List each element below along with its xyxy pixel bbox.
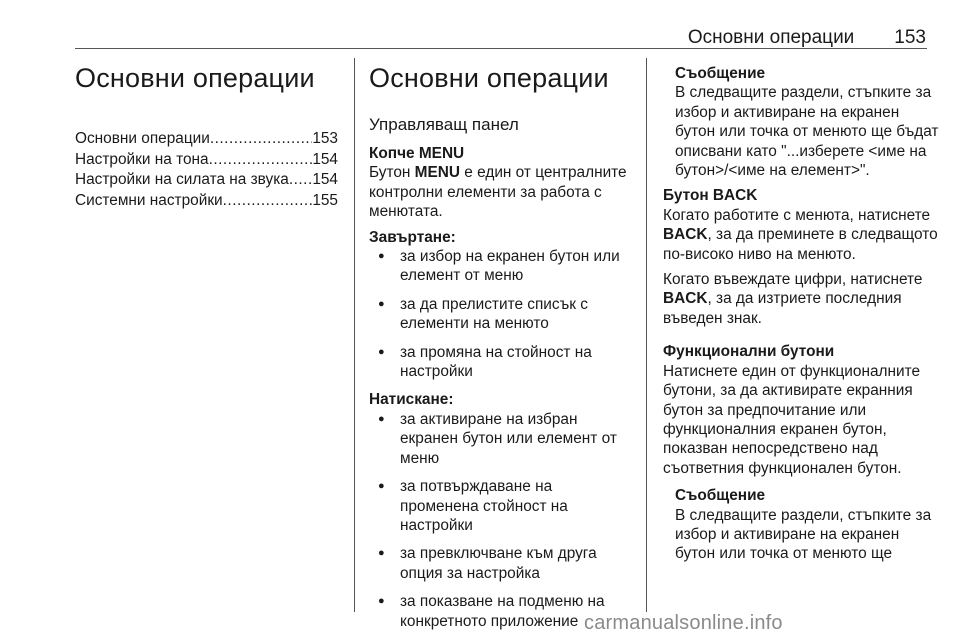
menu-knob-description xyxy=(369,163,635,221)
back-paragraph-1 xyxy=(663,206,939,264)
subsection-title: Управляващ панел xyxy=(369,115,519,134)
list-item: ● за избор на екранен бутон или елемент от меню xyxy=(369,247,635,286)
note-box-1 xyxy=(663,64,939,180)
toc-entry[interactable] xyxy=(75,150,338,171)
back-paragraph-2 xyxy=(663,270,939,328)
header-rule xyxy=(75,48,927,49)
menu-knob-heading: Копче MENU xyxy=(369,145,465,162)
toc-leader-dots xyxy=(289,170,312,191)
note-box-2 xyxy=(663,486,939,564)
toc-leader-dots xyxy=(210,129,312,150)
back-button-heading: Бутон BACK xyxy=(663,187,758,205)
toc-entry-text: Основни операции xyxy=(75,130,210,147)
function-buttons-heading: Функционални бутони xyxy=(663,343,835,361)
note-text: В следващите раздели, стъпките за избор и активиране на екранен бутон или точка от менюто ще xyxy=(675,506,932,563)
section-title: Основни операции xyxy=(369,63,609,93)
note-heading: Съобщение xyxy=(675,487,766,505)
column-toc xyxy=(75,60,338,211)
text-run: , за да преминете в следващото по-високо ниво на менюто. xyxy=(663,226,938,263)
running-header-title: Основни операции xyxy=(687,27,855,48)
turn-list xyxy=(369,247,635,381)
text-run: е един от централните контролни елементи за работа с менютата. xyxy=(369,164,627,221)
column-main xyxy=(369,60,635,640)
page-number: 153 xyxy=(894,27,926,48)
menu-key-label: MENU xyxy=(414,164,460,182)
toc-entry-page: 155 xyxy=(312,191,338,209)
running-header xyxy=(500,27,926,49)
list-item: ● за показване на подменю на конкретното приложение xyxy=(369,592,635,631)
toc-entry-text: Настройки на силата на звука xyxy=(75,171,289,188)
text-run: Бутон xyxy=(369,164,415,182)
note-heading: Съобщение xyxy=(675,65,766,82)
list-item: ● за превключване към друга опция за настройка xyxy=(369,544,635,583)
toc-entry-page: 154 xyxy=(312,150,338,168)
back-key-label: BACK xyxy=(663,290,708,308)
column-divider-2 xyxy=(646,58,647,612)
toc-leader-dots xyxy=(209,150,313,171)
text-run: Когато въвеждате цифри, натиснете xyxy=(663,271,923,289)
toc-entry-page: 153 xyxy=(312,130,338,147)
toc-entry[interactable] xyxy=(75,191,338,212)
toc-entry[interactable] xyxy=(75,129,338,150)
text-run: , за да изтриете последния въведен знак. xyxy=(663,290,902,327)
text-run: Когато работите с менюта, натиснете xyxy=(663,206,931,224)
press-label: Натискане: xyxy=(369,391,454,409)
table-of-contents xyxy=(75,129,338,211)
toc-entry[interactable] xyxy=(75,170,338,191)
back-key-label: BACK xyxy=(663,226,708,244)
column-side xyxy=(663,64,939,564)
list-item: ● за да прелистите списък с елементи на менюто xyxy=(369,295,635,334)
toc-entry-text: Системни настройки xyxy=(75,191,223,209)
column-divider-1 xyxy=(354,58,355,612)
list-item: ● за потвърждаване на променена стойност на настройки xyxy=(369,477,635,535)
chapter-title: Основни операции xyxy=(75,63,315,93)
list-item: ● за промяна на стойност на настройки xyxy=(369,343,635,382)
toc-entry-text: Настройки на тона xyxy=(75,150,209,168)
function-buttons-text: Натиснете един от функционалните бутони, за да активирате екранния бутон за предпочитание или функционалния екранен бутон, показван непосредствено над съответния функционален бутон. xyxy=(663,362,921,477)
note-text: В следващите раздели, стъпките за избор и активиране на екранен бутон или точка от менюто ще бъдат описвани като "...изберете <име на бутон>/<име на елемент>". xyxy=(675,84,939,180)
toc-leader-dots xyxy=(223,191,313,212)
toc-entry-page: 154 xyxy=(312,171,338,188)
press-list xyxy=(369,410,635,631)
spacer xyxy=(663,334,939,342)
list-item: ● за активиране на избран екранен бутон или елемент от меню xyxy=(369,410,635,468)
watermark-text: carmanualsonline.info xyxy=(584,612,783,634)
turn-label: Завъртане: xyxy=(369,228,456,246)
